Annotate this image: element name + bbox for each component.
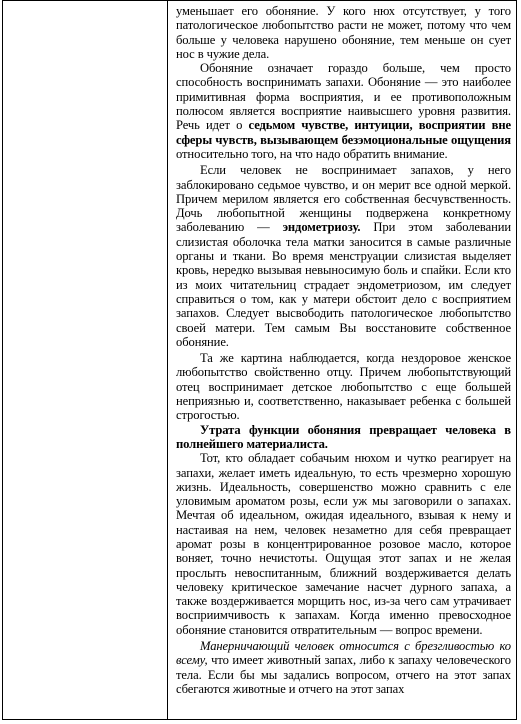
text-run: Тот, кто обладает собачьим нюхом и чутко реагирует на запахи, желает иметь идеальную, то есть чрезмерно хорошую жизнь. Идеальность, совершенство можно сравнить с еле уловимым ароматом розы, если уж мы заговорили о запахах. Мечтая об идеальном, ожидая идеального, взывая к нему и настаивая на нем, человек незаметно для себя превращает аромат розы в концентрированное розовое масло, которое воняет, точно нечистоты. Ощущая этот запах и не желая прослыть невоспитанным, ближний воздерживается делать человеку критическое замечание насчет дурного запаха, а также воздерживается морщить нос, из-за чего сам утрачивает восприимчивость к запахам. Когда именно превосходное обоняние становится отвратительным — вопрос времени.: [176, 451, 511, 637]
paragraph-heading: [176, 423, 511, 452]
bold-text-run: эндометриозу.: [282, 220, 361, 235]
paragraph: [176, 351, 511, 422]
paragraph: [176, 639, 511, 696]
paragraph: [176, 451, 511, 637]
text-run: что имеет животный запах, либо к запаху человеческого тела. Если бы мы задались вопросом, отчего на этот запах сбегаются животные и отчего на этот запах: [176, 653, 511, 696]
bold-text-run: Утрата функции обоняния превращает человека в полнейшего материалиста.: [176, 422, 511, 451]
text-column: [176, 4, 511, 696]
paragraph: [176, 163, 511, 349]
text-run: Та же картина наблюдается, когда нездоровое женское любопытство свойственно отцу. Причем любопытствующий отец воспринимает детское любопытство с еще большей неприязнью и, соответственно, наказывает ребенка с большей строгостью.: [176, 351, 511, 423]
paragraph: [176, 61, 511, 161]
text-run: относительно того, на что надо обратить внимание.: [176, 146, 448, 161]
bold-text-run: седьмом чувстве, интуиции, восприятии вне сферы чувств, вызывающем безэмоциональные ощущения: [176, 118, 511, 147]
text-run: Если человек не воспринимает запахов, у него заблокировано седьмое чувство, и он мерит все одной меркой. Причем мерилом является его собственная бесчувственность. Дочь любопытной женщины подвержена конкретному заболеванию —: [176, 163, 511, 235]
text-run: При этом заболевании слизистая оболочка тела матки заносится в самые различные органы и ткани. Во время менструации слизистая выделяет кровь, нередко вызывая невыносимую боль и спайки. Если кто из моих читательниц страдает эндометриозом, им следует справиться о том, как у матери обстоит дело с восприятием запахов. Следует высвободить патологическое любопытство своей матери. Тем самым Вы восстановите собственное обоняние.: [176, 220, 511, 349]
italic-text-run: Манерничающий человек относится с брезгливостью ко всему,: [176, 639, 511, 668]
column-divider: [167, 0, 168, 720]
paragraph: [176, 4, 511, 61]
text-run: уменьшает его обоняние. У кого нюх отсутствует, у того патологическое любопытство расти не может, потому что чем больше у человека нарушено обоняние, тем меньше он сует нос в чужие дела.: [176, 4, 511, 61]
text-run: Обоняние означает гораздо больше, чем просто способность воспринимать запахи. Обоняние — это наиболее примитивная форма восприятия, и ее противоположным полюсом является восприятие наивысшего уровня развития. Речь идет о: [176, 61, 511, 133]
